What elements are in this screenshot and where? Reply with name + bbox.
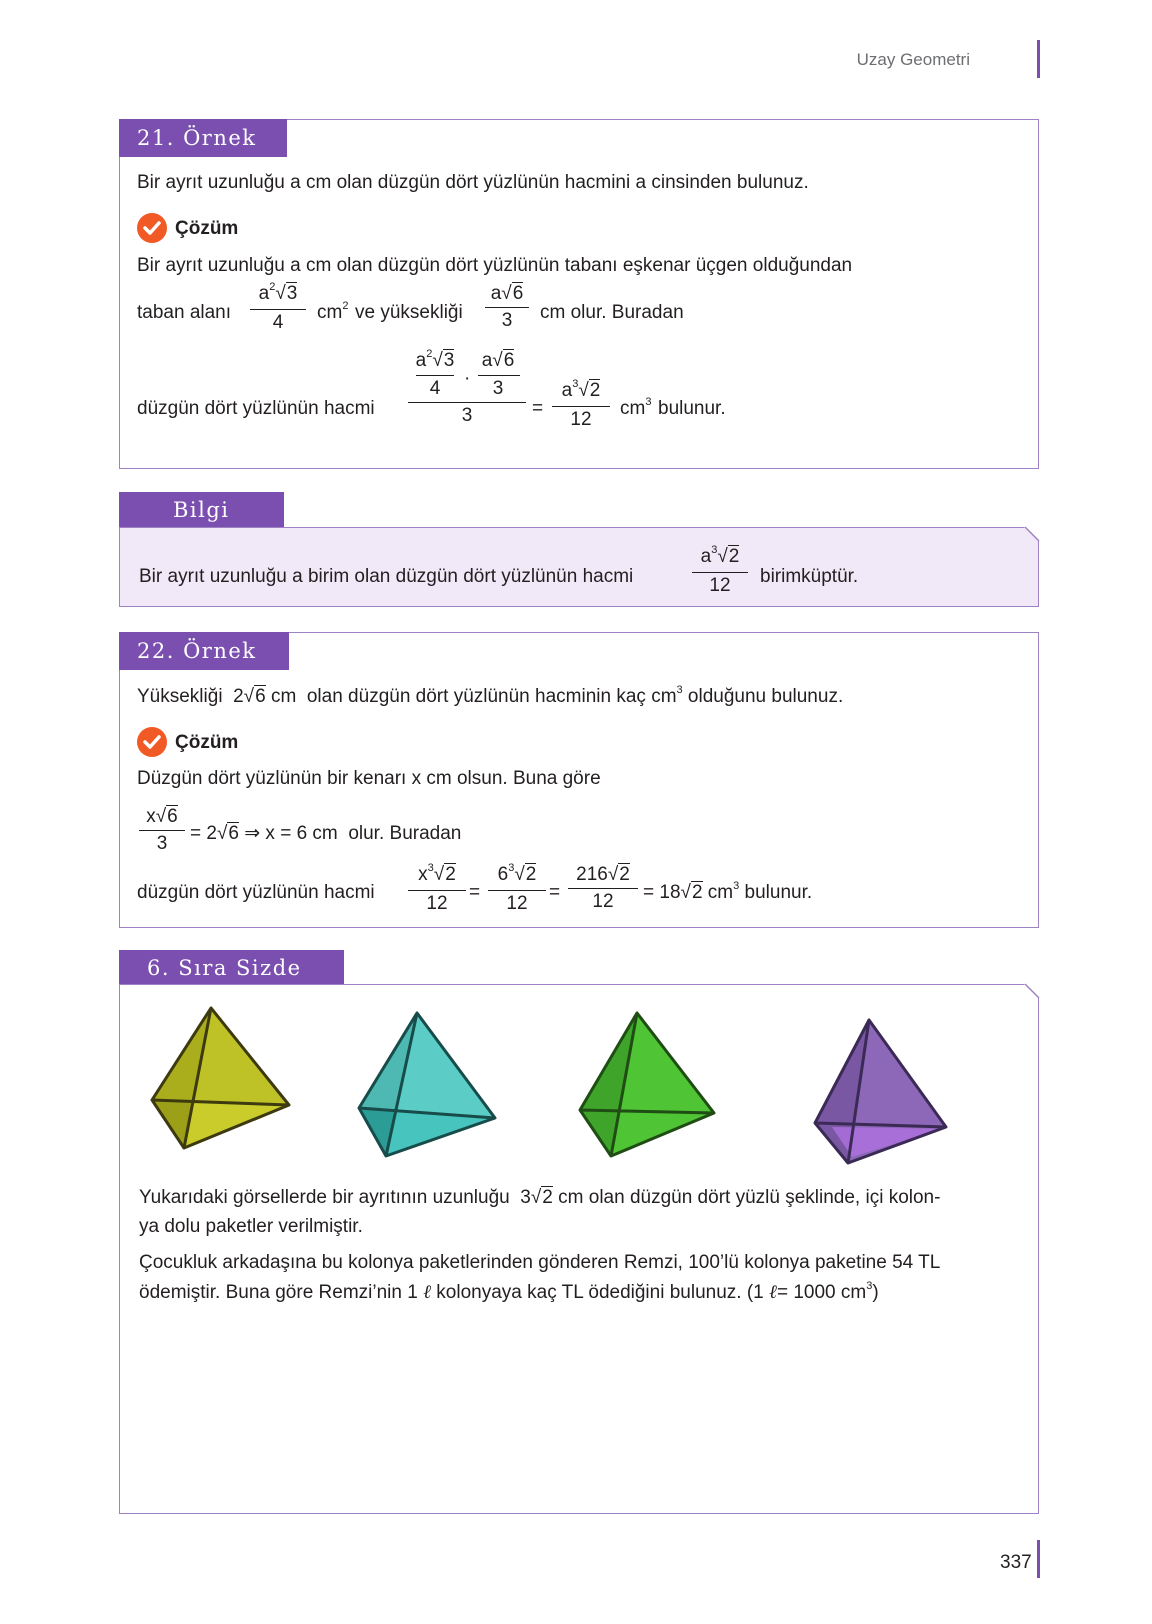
footer-accent-bar [1037, 1540, 1040, 1578]
volume-prefix-21: düzgün dört yüzlünün hacmi [137, 398, 375, 419]
sira-paragraph-1b: ya dolu paketler verilmiştir. [139, 1216, 363, 1237]
yellow-tetrahedron-image [148, 1005, 294, 1153]
check-icon [137, 213, 167, 243]
example-21-line1: Bir ayrıt uzunluğu a cm olan düzgün dört yüzlünün tabanı eşkenar üçgen olduğundan [137, 255, 853, 276]
purple-tetrahedron-image [812, 1017, 950, 1167]
running-header: Uzay Geometri [856, 50, 970, 69]
cm2-unit: $cm^2$ [317, 300, 349, 323]
sira-paragraph-1a: Yukarıdaki görsellerde bir ayrıtının uzunluğu 3√2 cm olan düzgün dört yüzlü şeklinde, içi kolon- [139, 1187, 941, 1208]
sira-paragraph-2b: ödemiştir. Buna göre Remzi’nin 1 ℓ kolonyaya kaç TL ödediğini bulunuz. (1 ℓ= 1000 $cm^3$) [139, 1280, 879, 1303]
equals-sign: = [469, 882, 481, 903]
volume-big-fraction-21: $a^2√3$ 4 · a√6 3 3 [408, 350, 526, 427]
bilgi-fraction: $a^3√2$ 12 [692, 546, 748, 597]
example-22-line1: Düzgün dört yüzlünün bir kenarı x cm olsun. Buna göre [137, 768, 601, 789]
sira-sizde-tab: 6. Sıra Sizde [119, 950, 344, 986]
volume-fraction-x: $x^3√2$ 12 [408, 864, 466, 915]
volume-fraction-6: $6^3√2$ 12 [488, 864, 546, 915]
bilgi-text: Bir ayrıt uzunluğu a birim olan düzgün dört yüzlünün hacmi [139, 566, 634, 587]
base-area-fraction: $a^2√3$ 4 [250, 283, 306, 334]
sira-corner-fold [1024, 983, 1040, 999]
solution-label: Çözüm [175, 732, 239, 753]
x-solution-equation: = 2√6 ⇒ x = 6 cm olur. Buradan [190, 823, 462, 844]
sira-paragraph-2a: Çocukluk arkadaşına bu kolonya paketlerinden gönderen Remzi, 100’lü kolonya paketine 54 TL [139, 1252, 941, 1273]
example-22-question: Yüksekliği 2√6 cm olan düzgün dört yüzlünün hacminin kaç $cm^3$ olduğunu bulunuz. [137, 684, 844, 707]
height-mid-text: ve yüksekliği [355, 302, 463, 323]
check-icon [137, 727, 167, 757]
equals-sign: = [549, 882, 561, 903]
height-suffix: cm olur. Buradan [540, 302, 684, 323]
height-fraction: a√6 3 [485, 283, 529, 332]
base-area-prefix: taban alanı [137, 302, 232, 323]
teal-tetrahedron-image [356, 1010, 498, 1160]
volume-suffix-21: bulunur. [658, 398, 726, 419]
solution-label: Çözüm [175, 218, 239, 239]
volume-result-22: = 18√2 $cm^3$ bulunur. [643, 880, 813, 903]
bilgi-tab: Bilgi [119, 492, 284, 528]
volume-fraction-216: 216√2 12 [568, 864, 638, 913]
green-tetrahedron-image [577, 1010, 717, 1160]
example-21-tab: 21. Örnek [119, 119, 287, 157]
example-22-tab: 22. Örnek [119, 632, 289, 670]
bilgi-suffix: birimküptür. [760, 566, 859, 587]
x-height-fraction: x√6 3 [139, 806, 185, 855]
volume-prefix-22: düzgün dört yüzlünün hacmi [137, 882, 375, 903]
cm3-unit: $cm^3$ [620, 396, 652, 419]
header-accent-bar [1037, 40, 1040, 78]
equals-sign: = [532, 398, 544, 419]
page-number: 337 [1000, 1552, 1032, 1573]
volume-result-fraction-21: $a^3√2$ 12 [552, 380, 610, 431]
example-21-question: Bir ayrıt uzunluğu a cm olan düzgün dört yüzlünün hacmini a cinsinden bulunuz. [137, 172, 809, 193]
bilgi-corner-fold [1024, 526, 1040, 542]
